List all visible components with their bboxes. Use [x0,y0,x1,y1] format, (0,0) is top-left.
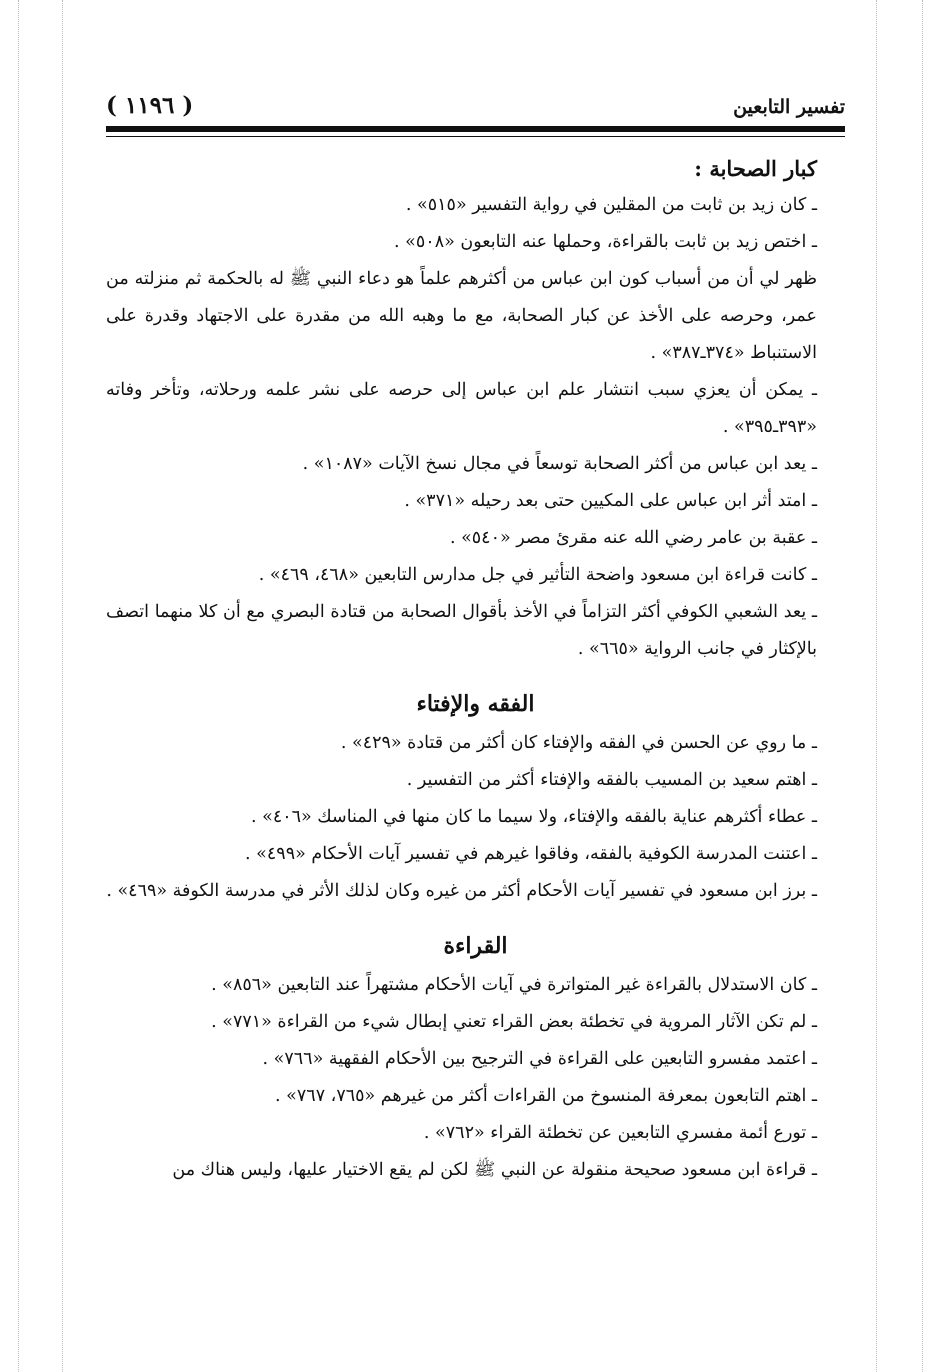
list-item: ـ كان زيد بن ثابت من المقلين في رواية التفسير «٥١٥» . [405,195,817,215]
list-item: ـ اختص زيد بن ثابت بالقراءة، وحملها عنه التابعون «٥٠٨» . [394,232,817,252]
list-item: ـ اعتمد مفسرو التابعين على القراءة في الترجيح بين الأحكام الفقهية «٧٦٦» . [262,1049,817,1069]
section-heading-companions: كبار الصحابة : [694,156,817,181]
qiraa-list [106,967,845,1189]
list-item: ـ يمكن أن يعزي سبب انتشار علم ابن عباس إلى حرصه على نشر علمه ورحلاته، وتأخر وفاته «٣٩٣ـ٣٩٥» . [106,380,817,437]
paragraph: ظهر لي أن من أسباب كون ابن عباس من أكثرهم علماً هو دعاء النبي ﷺ له بالحكمة ثم منزلته من عمر، وحرصه على الأخذ عن كبار الصحابة، مع ما وهبه الله من مقدرة على الاجتهاد وقدرة على الاستنباط «٣٧٤ـ٣٨٧» . [106,269,817,363]
list-item: ـ كان الاستدلال بالقراءة غير المتواترة في آيات الأحكام مشتهراً عند التابعين «٨٥٦» . [211,975,817,995]
right-margin-dotted-line [876,0,877,1372]
list-item: ـ تورع أئمة مفسري التابعين عن تخطئة القراء «٧٦٢» . [423,1123,817,1143]
companions-list [106,187,845,668]
left-margin-dotted-line [62,0,63,1372]
list-item: ـ عطاء أكثرهم عناية بالفقه والإفتاء، ولا سيما ما كان منها في المناسك «٤٠٦» . [250,807,817,827]
running-title: تفسير التابعين [733,96,845,118]
fiqh-list [106,725,845,910]
list-item: ـ اهتم التابعون بمعرفة المنسوخ من القراءات أكثر من غيرهم «٧٦٥، ٧٦٧» . [275,1086,817,1106]
list-item: ـ ما روي عن الحسن في الفقه والإفتاء كان أكثر من قتادة «٤٢٩» . [340,733,817,753]
page-number: ( ١١٩٦ ) [106,92,194,119]
left-margin-dotted-line [18,0,19,1372]
page-header [106,92,845,126]
list-item: ـ اعتنت المدرسة الكوفية بالفقه، وفاقوا غيرهم في تفسير آيات الأحكام «٤٩٩» . [245,844,817,864]
list-item: ـ لم تكن الآثار المروية في تخطئة بعض القراء تعني إبطال شيء من القراءة «٧٧١» . [211,1012,817,1032]
document-page [106,0,845,1372]
list-item: ـ برز ابن مسعود في تفسير آيات الأحكام أكثر من غيره وكان لذلك الأثر في مدرسة الكوفة «٤٦٩» . [106,881,817,901]
section-heading-qiraa: القراءة [443,933,508,959]
list-item: ـ كانت قراءة ابن مسعود واضحة التأثير في جل مدارس التابعين «٤٦٨، ٤٦٩» . [258,565,817,585]
list-item: ـ امتد أثر ابن عباس على المكيين حتى بعد رحيله «٣٧١» . [404,491,817,511]
list-item: ـ يعد الشعبي الكوفي أكثر التزاماً في الأخذ بأقوال الصحابة من قتادة البصري مع أن كلا منهما اتصف بالإكثار في جانب الرواية «٦٦٥» . [106,602,817,659]
list-item: ـ عقبة بن عامر رضي الله عنه مقرئ مصر «٥٤٠» . [449,528,817,548]
section-heading-fiqh: الفقه والإفتاء [416,691,535,717]
header-rule-thin [106,136,845,137]
list-item: ـ قراءة ابن مسعود صحيحة منقولة عن النبي ﷺ لكن لم يقع الاختيار عليها، وليس هناك من [172,1160,817,1180]
header-rule-thick [106,126,845,132]
list-item: ـ اهتم سعيد بن المسيب بالفقه والإفتاء أكثر من التفسير . [406,770,817,790]
right-margin-dotted-line [922,0,923,1372]
page-body [106,150,845,1189]
list-item: ـ يعد ابن عباس من أكثر الصحابة توسعاً في مجال نسخ الآيات «١٠٨٧» . [302,454,817,474]
